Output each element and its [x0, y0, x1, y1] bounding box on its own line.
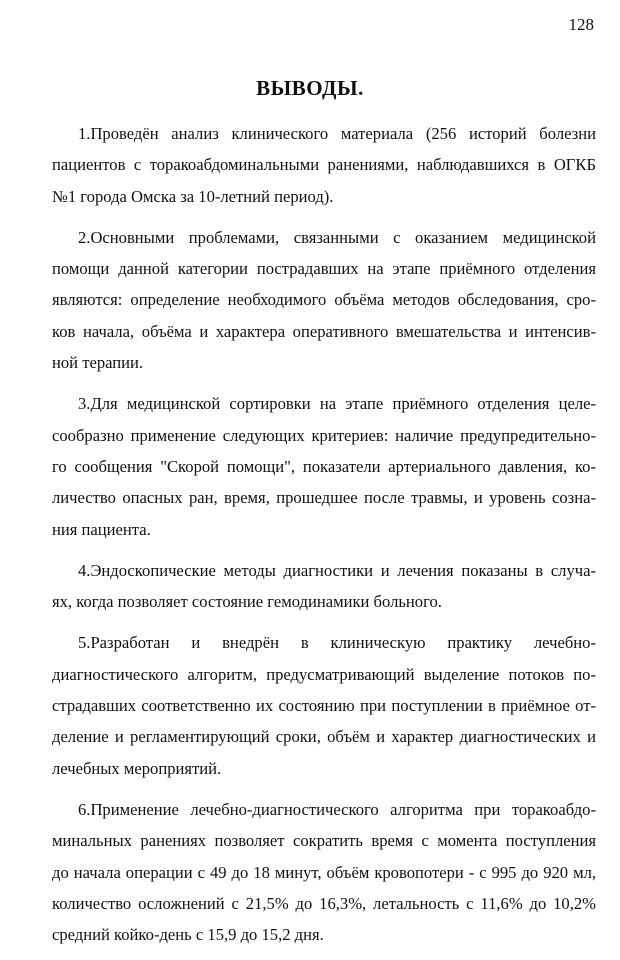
paragraph-line: минальных ранениях позволяет сократить время с момента поступления	[52, 831, 596, 851]
conclusions-body	[52, 118, 596, 960]
paragraph-line: помощи данной категории пострадавших на этапе приёмного отделения	[52, 259, 596, 279]
paragraph-line: ной терапии.	[52, 353, 144, 373]
paragraph-line: деление и регламентирующий сроки, объём и характер диагностических и	[52, 727, 596, 747]
page-number: 128	[568, 15, 594, 34]
paragraph-line: 2.Основными проблемами, связанными с оказанием медицинской	[78, 227, 596, 247]
conclusion-paragraph-2	[52, 222, 596, 378]
paragraph-line: лечебных мероприятий.	[52, 758, 222, 778]
paragraph-line: количество осложнений с 21,5% до 16,3%, летальность с 11,6% до 10,2%	[52, 893, 596, 913]
paragraph-line: сообразно применение следующих критериев: наличие предупредительно-	[52, 425, 596, 445]
conclusion-paragraph-3	[52, 388, 596, 544]
page-title: ВЫВОДЫ.	[256, 76, 364, 100]
paragraph-line: ков начала, объёма и характера оперативного вмешательства и интенсив-	[52, 321, 596, 341]
paragraph-line: го сообщения "Скорой помощи", показатели артериального давления, ко-	[52, 456, 596, 476]
paragraph-line: 6.Применение лечебно-диагностического алгоритма при торакоабдо-	[78, 799, 596, 819]
paragraph-line: ния пациента.	[52, 519, 151, 539]
conclusion-paragraph-4	[52, 555, 596, 618]
paragraph-line: диагностического алгоритм, предусматривающий выделение потоков по-	[52, 664, 596, 684]
paragraph-line: пациентов с торакоабдоминальными ранениями, наблюдавшихся в ОГКБ	[52, 155, 596, 175]
paragraph-line: страдавших соответственно их состоянию при поступлении в приёмное от-	[52, 696, 596, 716]
paragraph-line: средний койко-день с 15,9 до 15,2 дня.	[52, 925, 324, 945]
paragraph-line: являются: определение необходимого объёма методов обследования, сро-	[52, 290, 596, 310]
conclusion-paragraph-5	[52, 627, 596, 783]
paragraph-line: 3.Для медицинской сортировки на этапе приёмного отделения целе-	[78, 394, 596, 414]
paragraph-line: до начала операции с 49 до 18 минут, объём кровопотери - с 995 до 920 мл,	[52, 862, 596, 882]
paragraph-line: ях, когда позволяет состояние гемодинамики больного.	[52, 592, 442, 612]
paragraph-line: личество опасных ран, время, прошедшее после травмы, и уровень созна-	[52, 488, 596, 508]
conclusion-paragraph-6	[52, 794, 596, 950]
paragraph-line: 1.Проведён анализ клинического материала (256 историй болезни	[78, 124, 596, 143]
conclusion-paragraph-1	[52, 118, 596, 212]
paragraph-line: 5.Разработан и внедрён в клиническую практику лечебно-	[78, 633, 596, 653]
paragraph-line: 4.Эндоскопические методы диагностики и лечения показаны в случа-	[78, 560, 596, 580]
paragraph-line: №1 города Омска за 10-летний период).	[52, 186, 334, 206]
